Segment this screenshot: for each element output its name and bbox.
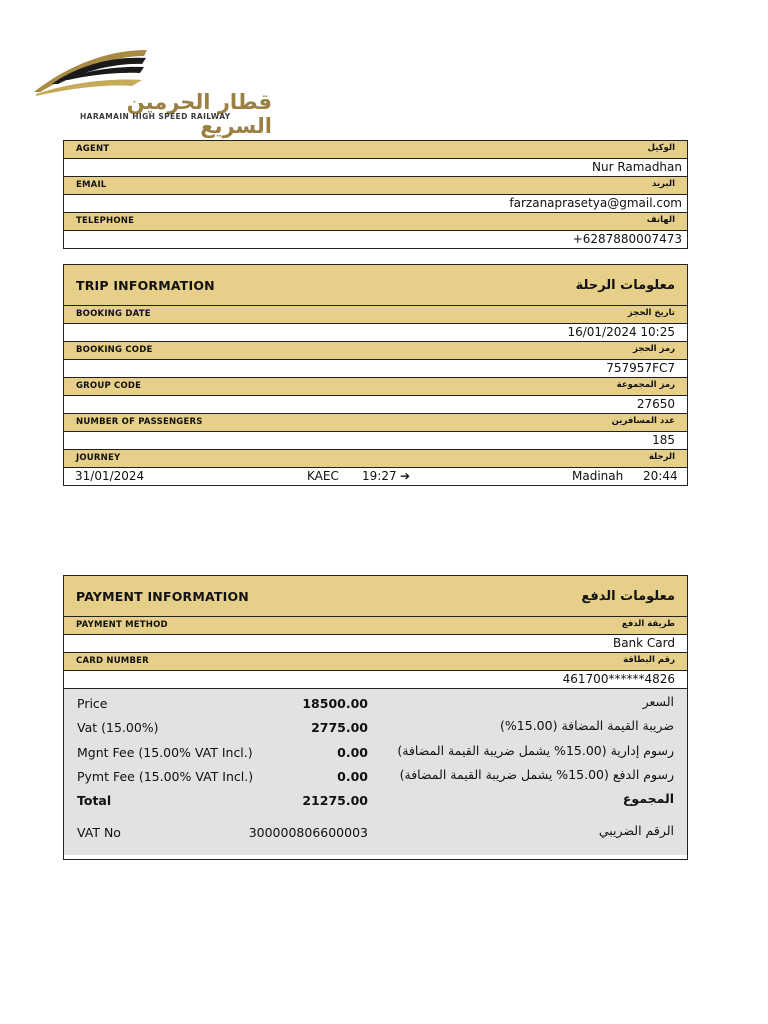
- agent-label-row: [64, 141, 687, 159]
- card-number-value-row: [64, 671, 687, 689]
- haramain-logo: [32, 40, 272, 138]
- price-label: Price: [77, 696, 108, 711]
- journey-arrival-time: 20:44: [643, 469, 678, 483]
- booking-code-label-arabic: رمز الحجز: [632, 344, 675, 354]
- total-label: Total: [77, 793, 112, 808]
- logo-english-text: HARAMAIN HIGH SPEED RAILWAY: [80, 112, 231, 121]
- total-value: 21275.00: [302, 793, 368, 808]
- group-code-label-row: [64, 378, 687, 396]
- price-value: 18500.00: [302, 696, 368, 711]
- vat-number-label-arabic: الرقم الضريبي: [598, 823, 674, 838]
- journey-origin: KAEC: [307, 469, 339, 483]
- vat-label: Vat (15.00%): [77, 720, 159, 735]
- management-fee-label-arabic: رسوم إدارية (15.00% يشمل ضريبة القيمة المضافة): [397, 743, 674, 758]
- passengers-label-arabic: عدد المسافرين: [611, 416, 675, 426]
- email-label: EMAIL: [76, 180, 107, 190]
- telephone-value: +6287880007473: [572, 232, 682, 246]
- email-label-arabic: البريد: [652, 179, 675, 189]
- email-value-row: [64, 195, 687, 213]
- management-fee-label: Mgnt Fee (15.00% VAT Incl.): [77, 745, 253, 760]
- payment-title: PAYMENT INFORMATION: [76, 589, 249, 604]
- card-number-value: 461700******4826: [562, 672, 675, 686]
- telephone-label-row: [64, 213, 687, 231]
- arrow-right-icon: ➔: [400, 469, 411, 483]
- passengers-label-row: [64, 414, 687, 432]
- payment-method-label-arabic: طريقة الدفع: [621, 619, 675, 629]
- payment-information-box: [63, 575, 688, 860]
- booking-date-value-row: [64, 324, 687, 342]
- journey-destination: Madinah: [572, 469, 624, 483]
- payment-title-arabic: معلومات الدفع: [581, 589, 675, 604]
- payment-fee-value: 0.00: [337, 769, 368, 784]
- telephone-value-row: [64, 231, 687, 248]
- booking-date-label: BOOKING DATE: [76, 309, 151, 319]
- email-label-row: [64, 177, 687, 195]
- management-fee-value: 0.00: [337, 745, 368, 760]
- booking-code-value-row: [64, 360, 687, 378]
- booking-date-value: 16/01/2024 10:25: [567, 325, 675, 339]
- booking-code-label: BOOKING CODE: [76, 345, 153, 355]
- group-code-value: 27650: [636, 397, 675, 411]
- trip-title: TRIP INFORMATION: [76, 278, 215, 293]
- card-number-label: CARD NUMBER: [76, 656, 149, 666]
- payment-method-value-row: [64, 635, 687, 653]
- payment-title-row: [64, 576, 687, 617]
- payment-method-label-row: [64, 617, 687, 635]
- price-label-arabic: السعر: [642, 694, 674, 709]
- payment-method-value: Bank Card: [612, 636, 675, 650]
- total-label-arabic: المجموع: [622, 791, 674, 806]
- booking-code-value: 757957FC7: [606, 361, 675, 375]
- journey-label-row: [64, 450, 687, 468]
- agent-contact-box: [63, 140, 688, 249]
- email-value: farzanaprasetya@gmail.com: [509, 196, 682, 210]
- journey-label: JOURNEY: [76, 453, 121, 463]
- vat-label-arabic: ضريبة القيمة المضافة (15.00%): [500, 718, 674, 733]
- trip-title-arabic: معلومات الرحلة: [575, 278, 675, 293]
- payment-summary-table: [64, 689, 687, 855]
- vat-number-value: 300000806600003: [248, 825, 368, 840]
- passengers-value-row: [64, 432, 687, 450]
- journey-label-arabic: الرحلة: [648, 452, 675, 462]
- passengers-label: NUMBER OF PASSENGERS: [76, 417, 203, 427]
- agent-label: AGENT: [76, 144, 110, 154]
- group-code-label: GROUP CODE: [76, 381, 142, 391]
- agent-name: Nur Ramadhan: [592, 160, 682, 174]
- group-code-label-arabic: رمز المجموعة: [616, 380, 675, 390]
- card-number-label-row: [64, 653, 687, 671]
- journey-value-row: [64, 468, 687, 485]
- journey-departure-time: 19:27: [362, 469, 397, 483]
- telephone-label-arabic: الهاتف: [646, 215, 675, 225]
- payment-fee-label: Pymt Fee (15.00% VAT Incl.): [77, 769, 254, 784]
- booking-date-label-arabic: تاريخ الحجز: [627, 308, 675, 318]
- trip-information-box: [63, 264, 688, 486]
- payment-fee-label-arabic: رسوم الدفع (15.00% يشمل ضريبة القيمة المضافة): [399, 767, 674, 782]
- card-number-label-arabic: رقم البطاقة: [623, 655, 675, 665]
- trip-title-row: [64, 265, 687, 306]
- logo-arabic-text: قطار الحرمين السريع: [126, 90, 272, 138]
- agent-label-arabic: الوكيل: [647, 143, 675, 153]
- journey-date: 31/01/2024: [75, 469, 145, 483]
- vat-value: 2775.00: [311, 720, 368, 735]
- booking-date-label-row: [64, 306, 687, 324]
- agent-value-row: [64, 159, 687, 177]
- passengers-value: 185: [652, 433, 675, 447]
- booking-code-label-row: [64, 342, 687, 360]
- group-code-value-row: [64, 396, 687, 414]
- telephone-label: TELEPHONE: [76, 216, 135, 226]
- vat-number-label: VAT No: [77, 825, 121, 840]
- payment-method-label: PAYMENT METHOD: [76, 620, 168, 630]
